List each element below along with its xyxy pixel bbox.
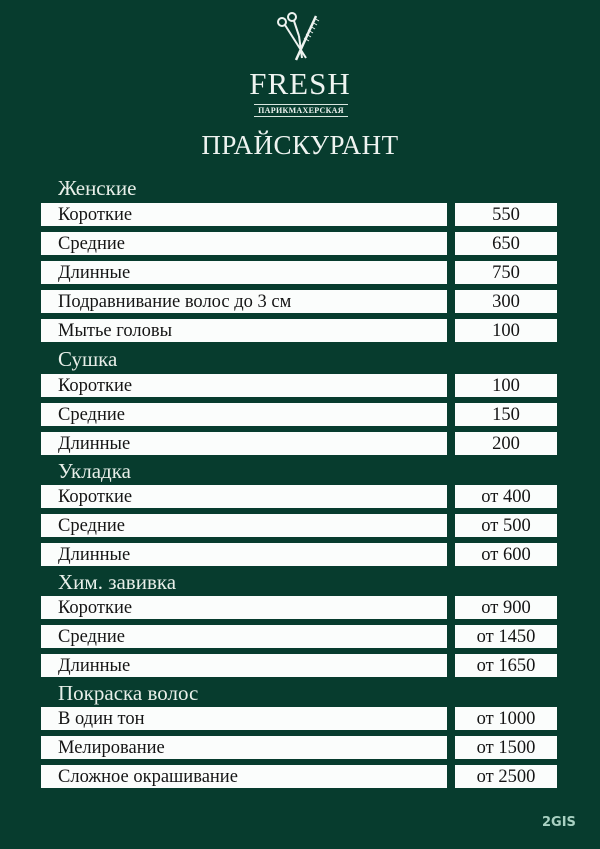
- service-name: Мелирование: [41, 736, 447, 759]
- scissors-comb-icon: [272, 10, 328, 64]
- service-price: 750: [455, 261, 557, 284]
- service-price: от 1450: [455, 625, 557, 648]
- section-heading: Покраска волос: [58, 681, 199, 705]
- price-row: [41, 403, 557, 426]
- price-row: [41, 625, 557, 648]
- price-row: [41, 261, 557, 284]
- price-row: [41, 736, 557, 759]
- section-heading: Женские: [58, 176, 137, 200]
- service-price: 100: [455, 374, 557, 397]
- price-row: [41, 514, 557, 537]
- service-price: 100: [455, 319, 557, 342]
- service-price: от 1000: [455, 707, 557, 730]
- price-row: [41, 596, 557, 619]
- price-row: [41, 543, 557, 566]
- service-name: Мытье головы: [41, 319, 447, 342]
- service-price: 650: [455, 232, 557, 255]
- service-name: Средние: [41, 403, 447, 426]
- service-price: от 2500: [455, 765, 557, 788]
- section-heading: Укладка: [58, 459, 131, 483]
- price-row: [41, 232, 557, 255]
- price-row: [41, 374, 557, 397]
- brand-name: FRESH: [249, 66, 351, 101]
- service-name: Длинные: [41, 261, 447, 284]
- service-price: 150: [455, 403, 557, 426]
- brand-subtitle-block: [254, 104, 348, 117]
- service-name: Короткие: [41, 374, 447, 397]
- service-price: от 900: [455, 596, 557, 619]
- price-row: [41, 485, 557, 508]
- service-name: Короткие: [41, 485, 447, 508]
- price-row: [41, 707, 557, 730]
- price-row: [41, 203, 557, 226]
- price-row: [41, 765, 557, 788]
- service-name: Короткие: [41, 596, 447, 619]
- service-name: Средние: [41, 625, 447, 648]
- price-row: [41, 432, 557, 455]
- service-price: 200: [455, 432, 557, 455]
- service-name: Подравнивание волос до 3 см: [41, 290, 447, 313]
- service-price: 300: [455, 290, 557, 313]
- service-price: от 400: [455, 485, 557, 508]
- section-heading: Хим. завивка: [58, 570, 177, 594]
- divider: [254, 116, 348, 117]
- page-title: ПРАЙСКУРАНТ: [201, 130, 399, 160]
- watermark-2gis: 2GIS: [542, 815, 576, 830]
- price-row: [41, 319, 557, 342]
- section-heading: Сушка: [58, 347, 118, 371]
- service-name: Длинные: [41, 654, 447, 677]
- service-name: Длинные: [41, 543, 447, 566]
- service-name: Короткие: [41, 203, 447, 226]
- service-name: В один тон: [41, 707, 447, 730]
- brand-subtitle: ПАРИКМАХЕРСКАЯ: [258, 106, 344, 115]
- service-name: Длинные: [41, 432, 447, 455]
- price-row: [41, 654, 557, 677]
- service-price: от 1650: [455, 654, 557, 677]
- service-name: Средние: [41, 232, 447, 255]
- service-price: от 600: [455, 543, 557, 566]
- service-price: от 500: [455, 514, 557, 537]
- price-row: [41, 290, 557, 313]
- service-name: Сложное окрашивание: [41, 765, 447, 788]
- service-price: от 1500: [455, 736, 557, 759]
- service-name: Средние: [41, 514, 447, 537]
- service-price: 550: [455, 203, 557, 226]
